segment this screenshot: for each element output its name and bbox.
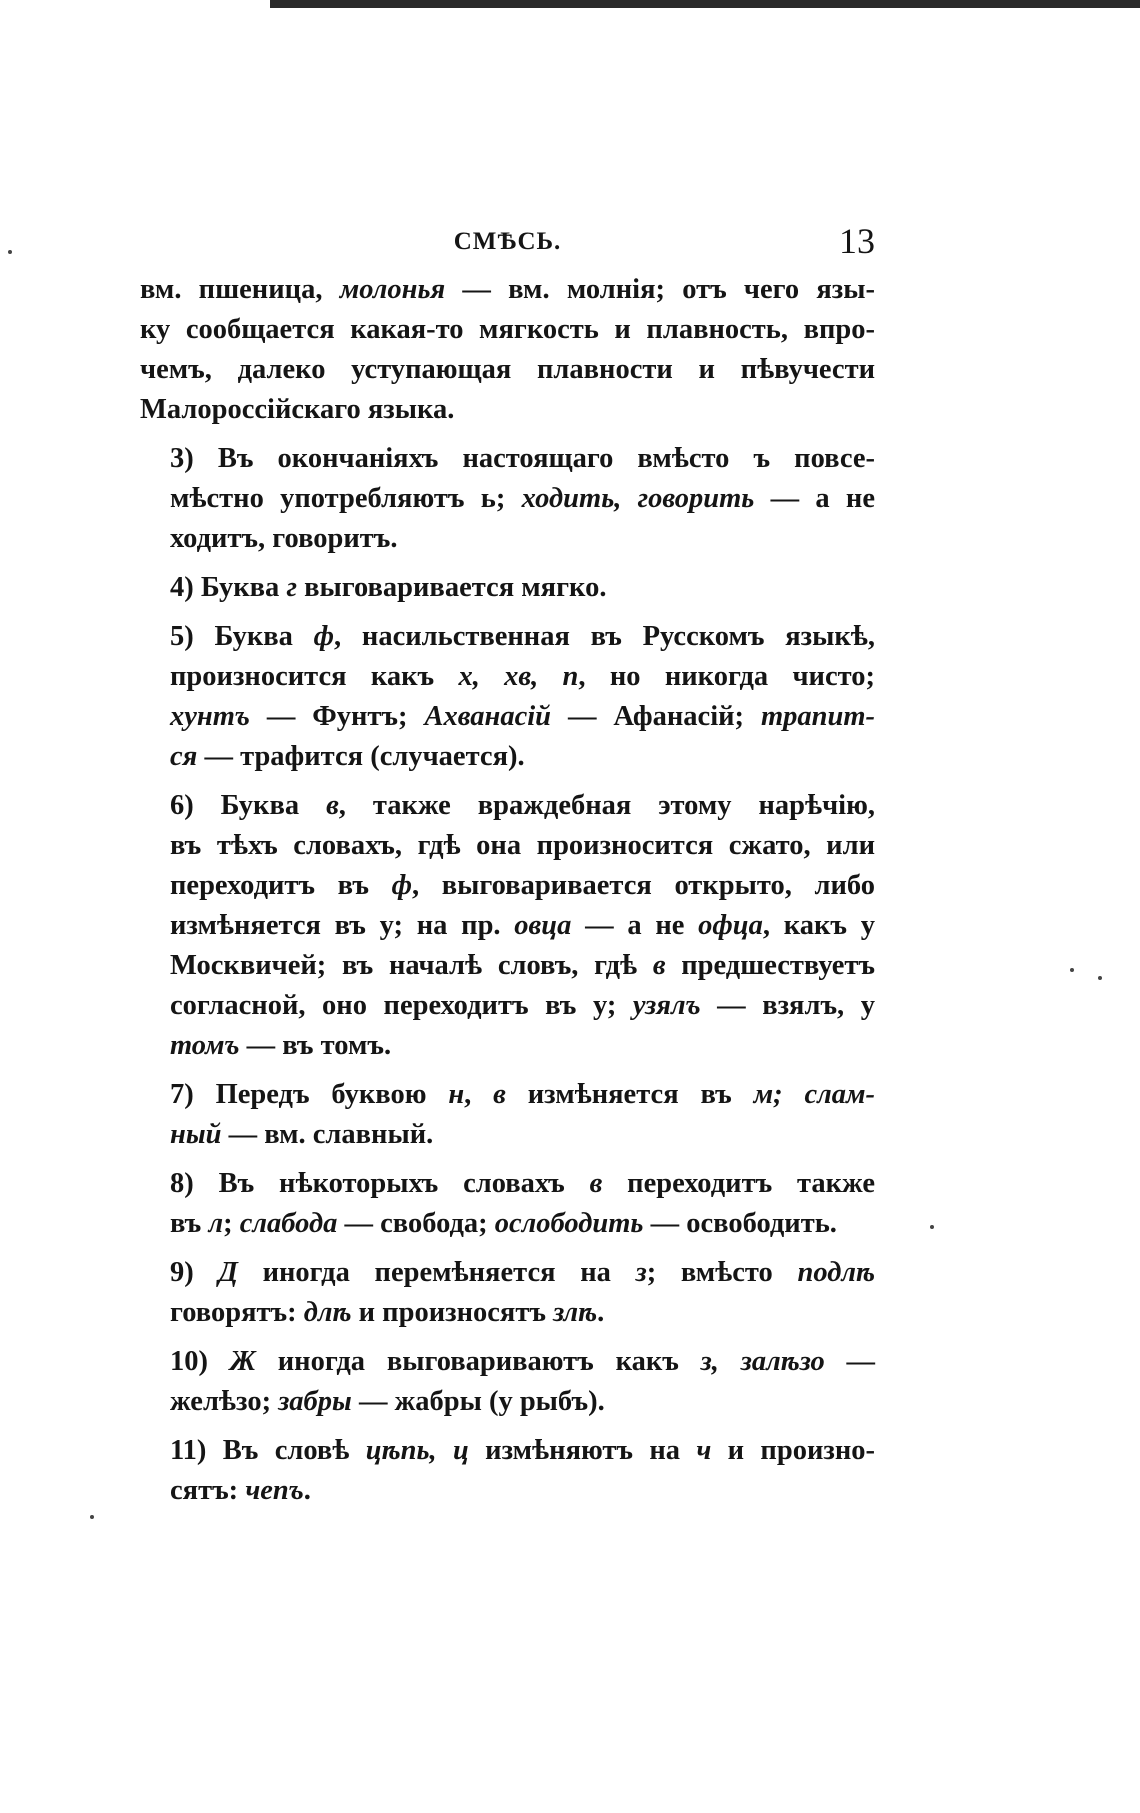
italic-run: ся (170, 741, 198, 772)
text-run: переходитъ также (602, 1168, 875, 1199)
text-run: ку сообщается какая-то мягкость и плавность, впро- (140, 314, 875, 345)
italic-run: л (208, 1208, 224, 1239)
text-run: 8) Въ нѣкоторыхъ словахъ (170, 1168, 590, 1199)
text-line (140, 310, 875, 350)
text-run: , также враждебная этому нарѣчію, (338, 790, 876, 821)
text-line (140, 617, 875, 657)
text-run: согласной, оно переходитъ въ у; (170, 990, 633, 1021)
italic-run: ходить, говорить (521, 483, 755, 514)
text-run: 4) Буква (170, 572, 287, 603)
scan-speck (1070, 968, 1074, 972)
text-line (140, 826, 875, 866)
text-run: , насильственная въ Русскомъ языкѣ, (334, 621, 876, 652)
text-run: Малороссійскаго языка. (140, 394, 455, 425)
text-run: мѣстно употребляютъ ь; (170, 483, 522, 514)
italic-run: трапит- (760, 701, 875, 732)
italic-run: м; слам- (753, 1079, 876, 1110)
text-run: — освободить. (643, 1208, 837, 1239)
italic-run: офца (698, 910, 763, 941)
italic-run: в (493, 1079, 506, 1110)
italic-run: подлѣ (797, 1257, 875, 1288)
italic-run: чепъ (245, 1475, 304, 1506)
paragraph-4 (140, 568, 875, 608)
paragraph-11 (140, 1431, 875, 1511)
text-run: — трафится (случается). (197, 741, 525, 772)
text-run: — вм. славный. (221, 1119, 434, 1150)
text-run: 9) (170, 1257, 219, 1288)
paragraph-6 (140, 786, 875, 1066)
paragraph-10 (140, 1342, 875, 1422)
text-line (140, 519, 875, 559)
scan-speck (8, 250, 12, 254)
text-line (140, 786, 875, 826)
text-line (140, 439, 875, 479)
italic-run: длѣ (303, 1297, 352, 1328)
paragraph-7 (140, 1075, 875, 1155)
italic-run: ф (391, 870, 413, 901)
text-run: въ (170, 1208, 209, 1239)
scan-speck (1098, 976, 1102, 980)
text-run: измѣняется въ (505, 1079, 754, 1110)
text-run: выговаривается мягко. (296, 572, 607, 603)
italic-run: з, залѣзо (700, 1346, 825, 1377)
text-run: 7) Передъ буквою (170, 1079, 449, 1110)
text-line (140, 986, 875, 1026)
text-run: — а не (571, 910, 699, 941)
text-run: иногда выговариваютъ какъ (255, 1346, 701, 1377)
italic-run: ослободить (494, 1208, 644, 1239)
text-line (140, 1253, 875, 1293)
text-run: . (303, 1475, 311, 1506)
paragraph-8 (140, 1164, 875, 1244)
text-line (140, 1075, 875, 1115)
italic-run: ный (170, 1119, 222, 1150)
text-run: — а не (754, 483, 875, 514)
text-line (140, 1204, 875, 1244)
text-line (140, 1471, 875, 1511)
text-run: , но никогда чисто; (578, 661, 875, 692)
text-run: 10) (170, 1346, 230, 1377)
text-line (140, 390, 875, 430)
text-run: переходитъ въ (170, 870, 392, 901)
text-run: 6) Буква (170, 790, 327, 821)
text-run: желѣзо; (170, 1386, 279, 1417)
text-run: , выговаривается открыто, либо (412, 870, 875, 901)
text-run: и произносятъ (351, 1297, 554, 1328)
text-run: иногда перемѣняется на (237, 1257, 636, 1288)
text-line (140, 1431, 875, 1471)
text-run: въ тѣхъ словахъ, гдѣ она произносится сжато, или (170, 830, 875, 861)
italic-run: хунтъ (170, 701, 250, 732)
text-line (140, 866, 875, 906)
text-line (140, 568, 875, 608)
text-run: Москвичей; въ началѣ словъ, гдѣ (170, 950, 653, 981)
italic-run: злѣ (553, 1297, 598, 1328)
italic-run: забры (278, 1386, 352, 1417)
italic-run: Ахванасій (424, 701, 552, 732)
text-run: — вм. молнія; отъ чего язы- (445, 274, 875, 305)
top-edge-rule (270, 0, 1140, 8)
text-run: — Фунтъ; (249, 701, 425, 732)
text-run: , (464, 1079, 494, 1110)
text-run: , какъ у (762, 910, 876, 941)
text-line (140, 1164, 875, 1204)
italic-run: овца (514, 910, 572, 941)
text-line (140, 1115, 875, 1155)
paragraph-continuation (140, 270, 875, 430)
italic-run: молонья (339, 274, 446, 305)
italic-run: в (326, 790, 339, 821)
italic-run: з (635, 1257, 647, 1288)
text-line (140, 1293, 875, 1333)
text-line (140, 906, 875, 946)
text-run: ходитъ, говоритъ. (170, 523, 398, 554)
running-head: СМѢСЬ. (453, 228, 562, 255)
italic-run: цѣпь, ц (365, 1435, 469, 1466)
text-run: говорятъ: (170, 1297, 304, 1328)
text-run: — жабры (у рыбъ). (351, 1386, 605, 1417)
text-line (140, 737, 875, 777)
italic-run: Д (218, 1257, 238, 1288)
italic-run: г (286, 572, 297, 603)
text-line (140, 657, 875, 697)
text-run: — (824, 1346, 875, 1377)
italic-run: Ж (229, 1346, 256, 1377)
text-run: — свобода; (337, 1208, 495, 1239)
text-run: — въ томъ. (239, 1030, 392, 1061)
italic-run: н (448, 1079, 465, 1110)
text-run: сятъ: (170, 1475, 246, 1506)
paragraph-3 (140, 439, 875, 559)
italic-run: томъ (170, 1030, 240, 1061)
italic-run: ч (696, 1435, 712, 1466)
text-line (140, 1026, 875, 1066)
page-number: 13 (839, 221, 875, 261)
text-run: — взялъ, у (700, 990, 875, 1021)
text-run: измѣняется въ у; на пр. (170, 910, 515, 941)
body-text (140, 270, 875, 1520)
text-run: . (597, 1297, 605, 1328)
text-run: — Афанасій; (551, 701, 761, 732)
paragraph-5 (140, 617, 875, 777)
paragraph-9 (140, 1253, 875, 1333)
text-line (140, 946, 875, 986)
text-line (140, 697, 875, 737)
text-run: измѣняютъ на (468, 1435, 697, 1466)
text-run: чемъ, далеко уступающая плавности и пѣвучести (140, 354, 875, 385)
italic-run: в (589, 1168, 603, 1199)
text-line (140, 1382, 875, 1422)
text-run: 3) Въ окончаніяхъ настоящаго вмѣсто ъ повсе- (170, 443, 875, 474)
text-line (140, 479, 875, 519)
text-run: и произно- (711, 1435, 875, 1466)
italic-run: в (652, 950, 666, 981)
text-line (140, 270, 875, 310)
text-run: предшествуетъ (665, 950, 875, 981)
italic-run: узялъ (632, 990, 701, 1021)
text-line (140, 1342, 875, 1382)
text-run: вм. пшеница, (140, 274, 340, 305)
text-run: 11) Въ словѣ (170, 1435, 366, 1466)
text-run: ; вмѣсто (646, 1257, 798, 1288)
text-run: ; (223, 1208, 240, 1239)
scan-speck (930, 1225, 934, 1229)
text-line (140, 350, 875, 390)
italic-run: ф (313, 621, 335, 652)
text-run: произносится какъ (170, 661, 459, 692)
italic-run: слабода (239, 1208, 338, 1239)
scan-speck (90, 1515, 94, 1519)
page-header (140, 220, 875, 260)
text-run: 5) Буква (170, 621, 314, 652)
italic-run: х, хв, п (458, 661, 579, 692)
